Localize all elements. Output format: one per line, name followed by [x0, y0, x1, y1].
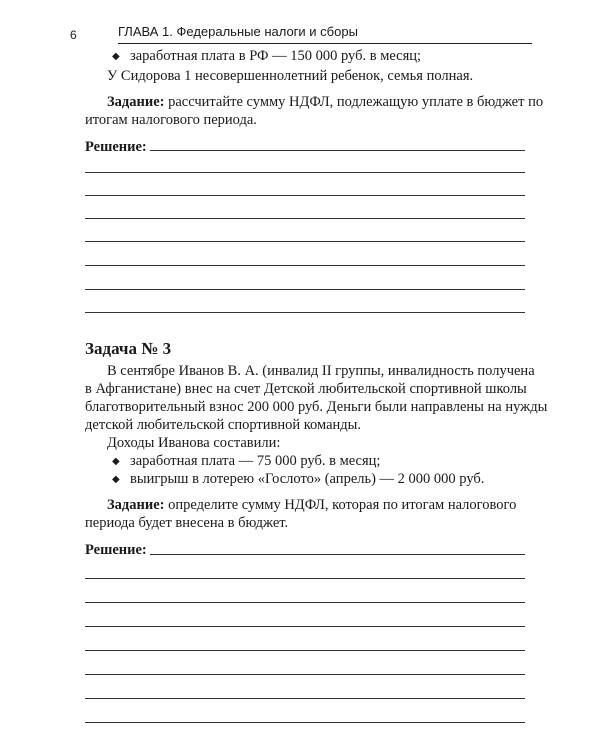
answer-line[interactable] [85, 218, 525, 219]
bullet-icon: ◆ [112, 456, 120, 467]
answer-line[interactable] [85, 698, 525, 699]
answer-line[interactable] [150, 150, 525, 151]
answer-line[interactable] [85, 674, 525, 675]
income-intro: Доходы Иванова составили: [107, 435, 281, 451]
bullet-salary-text: заработная плата в РФ — 150 000 руб. в месяц; [130, 48, 422, 64]
answer-line[interactable] [85, 626, 525, 627]
answer-line[interactable] [85, 312, 525, 313]
chapter-title: ГЛАВА 1. Федеральные налоги и сборы [118, 24, 358, 39]
header-rule [118, 43, 532, 44]
page-number: 6 [70, 28, 77, 42]
income-bullet: выигрыш в лотерею «Гослото» (апрель) — 2 000 000 руб. [130, 471, 485, 487]
task-paragraph-line: детской любительской спортивной команды. [85, 417, 362, 433]
task-label: Задание: [107, 497, 165, 513]
solution-label: Решение: [85, 139, 147, 155]
task-paragraph-line: в Афганистане) внес на счет Детской любительской спортивной школы [85, 381, 527, 397]
answer-line[interactable] [85, 241, 525, 242]
task-text-cont: итогам налогового периода. [85, 112, 257, 128]
task-label: Задание: [107, 94, 165, 110]
answer-line[interactable] [85, 602, 525, 603]
bullet-icon: ◆ [112, 474, 120, 485]
task-paragraph-line: В сентябре Иванов В. А. (инвалид II группы, инвалидность получена [107, 363, 535, 379]
solution-label: Решение: [85, 542, 147, 558]
task-paragraph [107, 496, 516, 514]
task-text: определите сумму НДФЛ, которая по итогам налогового [164, 497, 517, 513]
answer-line[interactable] [85, 650, 525, 651]
income-bullet: заработная плата — 75 000 руб. в месяц; [130, 453, 381, 469]
task-heading: Задача № 3 [85, 339, 172, 358]
task-paragraph-line: благотворительный взнос 200 000 руб. Деньги были направлены на нужды [85, 399, 548, 415]
task-text: рассчитайте сумму НДФЛ, подлежащую уплате в бюджет по [164, 94, 544, 110]
answer-line[interactable] [85, 722, 525, 723]
answer-line[interactable] [85, 289, 525, 290]
bullet-icon: ◆ [112, 51, 120, 62]
answer-line[interactable] [85, 195, 525, 196]
child-note: У Сидорова 1 несовершеннолетний ребенок, семья полная. [107, 68, 474, 84]
task-paragraph [107, 93, 543, 111]
answer-line[interactable] [85, 265, 525, 266]
answer-line[interactable] [85, 578, 525, 579]
answer-line[interactable] [150, 554, 525, 555]
task-text-cont: периода будет внесена в бюджет. [85, 515, 289, 531]
answer-line[interactable] [85, 172, 525, 173]
